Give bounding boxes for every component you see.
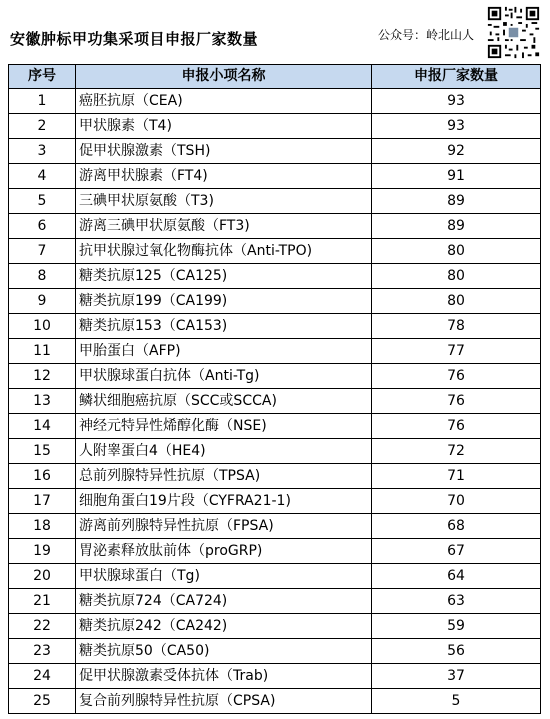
row-index: 20 — [9, 564, 76, 589]
table-row — [9, 514, 541, 539]
row-index: 15 — [9, 439, 76, 464]
table-row — [9, 464, 541, 489]
row-supplier-count: 78 — [372, 314, 541, 339]
table-row — [9, 239, 541, 264]
row-supplier-count: 80 — [372, 264, 541, 289]
table-row — [9, 664, 541, 689]
row-item-name: 促甲状腺激素受体抗体（Trab) — [76, 664, 372, 689]
table-row — [9, 539, 541, 564]
row-index: 19 — [9, 539, 76, 564]
row-item-name: 糖类抗原199（CA199) — [76, 289, 372, 314]
row-supplier-count: 89 — [372, 214, 541, 239]
table-row — [9, 614, 541, 639]
row-item-name: 甲状腺球蛋白抗体（Anti-Tg) — [76, 364, 372, 389]
row-supplier-count: 71 — [372, 464, 541, 489]
table-row — [9, 689, 541, 714]
row-supplier-count: 68 — [372, 514, 541, 539]
table-row — [9, 564, 541, 589]
row-supplier-count: 93 — [372, 114, 541, 139]
row-supplier-count: 5 — [372, 689, 541, 714]
row-supplier-count: 76 — [372, 364, 541, 389]
row-index: 16 — [9, 464, 76, 489]
table-row — [9, 589, 541, 614]
row-index: 18 — [9, 514, 76, 539]
row-index: 12 — [9, 364, 76, 389]
table-row — [9, 489, 541, 514]
header-supplier-count: 申报厂家数量 — [372, 65, 541, 89]
table-row — [9, 214, 541, 239]
row-supplier-count: 76 — [372, 389, 541, 414]
header-index: 序号 — [9, 65, 76, 89]
row-item-name: 三碘甲状原氨酸（T3) — [76, 189, 372, 214]
row-supplier-count: 76 — [372, 414, 541, 439]
table-row — [9, 439, 541, 464]
row-index: 8 — [9, 264, 76, 289]
row-supplier-count: 37 — [372, 664, 541, 689]
row-supplier-count: 77 — [372, 339, 541, 364]
row-item-name: 神经元特异性烯醇化酶（NSE) — [76, 414, 372, 439]
account-label: 公众号：岭北山人 — [378, 28, 475, 42]
row-index: 22 — [9, 614, 76, 639]
row-index: 13 — [9, 389, 76, 414]
row-index: 7 — [9, 239, 76, 264]
table-row — [9, 364, 541, 389]
table-row — [9, 89, 541, 114]
row-supplier-count: 63 — [372, 589, 541, 614]
row-item-name: 游离前列腺特异性抗原（FPSA) — [76, 514, 372, 539]
row-item-name: 抗甲状腺过氧化物酶抗体（Anti-TPO) — [76, 239, 372, 264]
row-index: 25 — [9, 689, 76, 714]
row-supplier-count: 72 — [372, 439, 541, 464]
row-item-name: 糖类抗原242（CA242) — [76, 614, 372, 639]
row-item-name: 甲状腺素（T4) — [76, 114, 372, 139]
row-index: 1 — [9, 89, 76, 114]
row-index: 9 — [9, 289, 76, 314]
row-supplier-count: 80 — [372, 239, 541, 264]
row-supplier-count: 64 — [372, 564, 541, 589]
row-item-name: 游离三碘甲状原氨酸（FT3) — [76, 214, 372, 239]
row-item-name: 糖类抗原153（CA153) — [76, 314, 372, 339]
row-item-name: 癌胚抗原（CEA) — [76, 89, 372, 114]
row-item-name: 糖类抗原50（CA50) — [76, 639, 372, 664]
table-row — [9, 114, 541, 139]
table-row — [9, 389, 541, 414]
row-item-name: 人附睾蛋白4（HE4) — [76, 439, 372, 464]
table-row — [9, 139, 541, 164]
row-item-name: 胃泌素释放肽前体（proGRP) — [76, 539, 372, 564]
row-index: 23 — [9, 639, 76, 664]
table-row — [9, 639, 541, 664]
row-index: 21 — [9, 589, 76, 614]
row-supplier-count: 70 — [372, 489, 541, 514]
table-header-row — [9, 65, 541, 89]
row-supplier-count: 89 — [372, 189, 541, 214]
row-item-name: 鳞状细胞癌抗原（SCC或SCCA) — [76, 389, 372, 414]
row-index: 10 — [9, 314, 76, 339]
row-supplier-count: 92 — [372, 139, 541, 164]
row-item-name: 甲状腺球蛋白（Tg) — [76, 564, 372, 589]
row-item-name: 复合前列腺特异性抗原（CPSA) — [76, 689, 372, 714]
row-index: 17 — [9, 489, 76, 514]
row-item-name: 甲胎蛋白（AFP) — [76, 339, 372, 364]
row-supplier-count: 91 — [372, 164, 541, 189]
table-row — [9, 164, 541, 189]
table-row — [9, 414, 541, 439]
table-row — [9, 339, 541, 364]
row-index: 24 — [9, 664, 76, 689]
qr-code-icon — [486, 5, 541, 60]
row-index: 4 — [9, 164, 76, 189]
row-supplier-count: 59 — [372, 614, 541, 639]
row-item-name: 细胞角蛋白19片段（CYFRA21-1) — [76, 489, 372, 514]
row-index: 5 — [9, 189, 76, 214]
table-row — [9, 314, 541, 339]
supplier-count-table — [8, 64, 541, 714]
row-supplier-count: 93 — [372, 89, 541, 114]
row-index: 3 — [9, 139, 76, 164]
row-index: 14 — [9, 414, 76, 439]
row-index: 6 — [9, 214, 76, 239]
table-row — [9, 289, 541, 314]
row-supplier-count: 67 — [372, 539, 541, 564]
table-row — [9, 264, 541, 289]
page-title: 安徽肿标甲功集采项目申报厂家数量 — [10, 30, 259, 48]
row-item-name: 促甲状腺激素（TSH) — [76, 139, 372, 164]
table-row — [9, 189, 541, 214]
row-item-name: 糖类抗原125（CA125) — [76, 264, 372, 289]
row-item-name: 游离甲状腺素（FT4) — [76, 164, 372, 189]
row-supplier-count: 56 — [372, 639, 541, 664]
row-index: 2 — [9, 114, 76, 139]
row-item-name: 总前列腺特异性抗原（TPSA) — [76, 464, 372, 489]
row-item-name: 糖类抗原724（CA724) — [76, 589, 372, 614]
row-supplier-count: 80 — [372, 289, 541, 314]
header-item-name: 申报小项名称 — [76, 65, 372, 89]
row-index: 11 — [9, 339, 76, 364]
